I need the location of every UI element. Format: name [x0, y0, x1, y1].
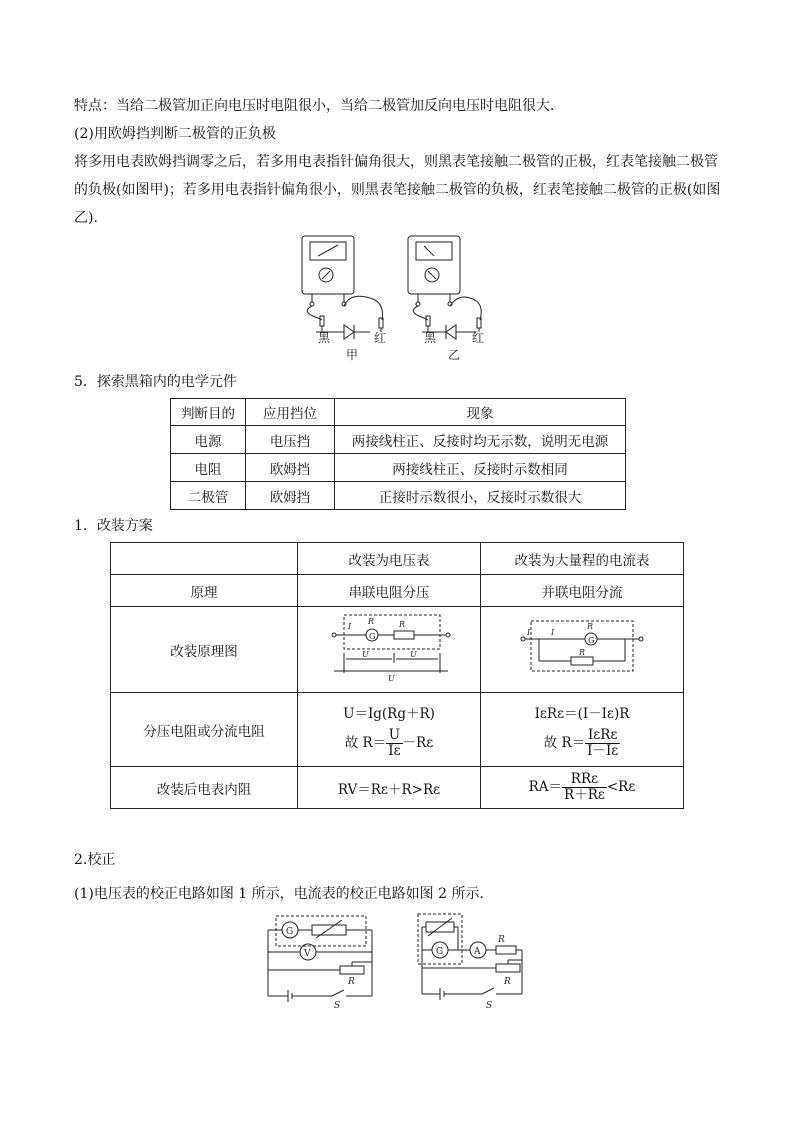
formula-v2: 故 R＝ $\frac{U}{\text{Iɛ}}$ －Rɛ — [344, 727, 434, 759]
fig1-S: S — [334, 1001, 341, 1008]
table-header-row — [171, 399, 626, 426]
voltmeter-conversion-diagram — [324, 609, 454, 687]
voltmeter-diagram-cell — [298, 607, 481, 693]
section2-title: 2.校正 — [74, 852, 116, 868]
conversion-table — [110, 542, 684, 809]
fig2-R: R — [504, 977, 511, 987]
right-black-label: 黑 — [424, 331, 437, 345]
header-cell: 判断目的 — [171, 399, 246, 426]
voltmeter-formula-cell — [298, 693, 481, 767]
fig1-R: R — [348, 977, 355, 987]
para-line-3: 乙). — [74, 210, 98, 226]
header-cell: 改装为电压表 — [298, 543, 481, 575]
header-cell: 应用挡位 — [246, 399, 335, 426]
table-cell: 欧姆挡 — [246, 482, 335, 510]
fig1-V: V — [304, 949, 311, 959]
label-U: U — [388, 673, 395, 683]
row-label: 原理 — [111, 575, 298, 607]
right-red-label: 红 — [472, 331, 485, 345]
section2-text: (1)电压表的校正电路如图 1 所示，电流表的校正电路如图 2 所示． — [74, 886, 494, 902]
table-cell: 两接线柱正、反接时示数相同 — [335, 454, 626, 482]
label-Rg: R — [587, 621, 594, 631]
table-cell: 电阻 — [171, 454, 246, 482]
ammeter-conversion-diagram — [517, 617, 647, 679]
fig2-R0: R — [498, 935, 505, 945]
fig2-S: S — [486, 1001, 493, 1008]
formula-v1: U＝Ig(Rg＋R) — [343, 706, 435, 722]
calibration-figure-1 — [260, 912, 380, 1008]
feature-text: 特点：当给二极管加正向电压时电阻很小，当给二极管加反向电压时电阻很大． — [74, 98, 564, 114]
label-R: R — [399, 619, 406, 629]
para-line-1: 将多用电表欧姆挡调零之后，若多用电表指针偏角很大，则黑表笔接触二极管的正极，红表笔接触二极管 — [74, 154, 718, 170]
left-caption: 甲 — [346, 348, 359, 362]
table-cell: 两接线柱正、反接时均无示数，说明无电源 — [335, 426, 626, 454]
row-label: 分压电阻或分流电阻 — [111, 693, 298, 767]
label-R: R — [579, 647, 586, 657]
table-row — [171, 426, 626, 454]
svg-text:G: G — [588, 635, 595, 645]
table-cell: 串联电阻分压 — [298, 575, 481, 607]
table-row — [111, 575, 684, 607]
label-I: I — [527, 627, 531, 637]
ammeter-diagram-cell — [481, 607, 684, 693]
formula-a2: 故 R＝ $\frac{\text{IɛRɛ}}{\text{I－Iɛ}}$ — [543, 727, 619, 759]
label-Ug: U — [362, 649, 369, 659]
header-cell: 现象 — [335, 399, 626, 426]
multimeter-left — [302, 236, 383, 339]
table-row — [111, 607, 684, 693]
fig2-A: A — [474, 947, 481, 957]
fig2-G: G — [436, 947, 444, 957]
label-Rg: R — [368, 616, 375, 626]
left-black-label: 黑 — [318, 331, 331, 345]
blackbox-table — [170, 398, 626, 510]
table-cell: 欧姆挡 — [246, 454, 335, 482]
table-cell: 二极管 — [171, 482, 246, 510]
row-label: 改装原理图 — [111, 607, 298, 693]
section5-title: 5．探索黑箱内的电学元件 — [74, 374, 237, 390]
para-line-2: 的负极(如图甲)；若多用电表指针偏角很小，则黑表笔接触二极管的负极，红表笔接触二极管的正极(如图 — [74, 182, 721, 198]
left-red-label: 红 — [374, 331, 387, 345]
section1-title: 1．改装方案 — [74, 518, 153, 534]
internal-a: RA＝ $\frac{\text{RRɛ}}{\text{R＋Rɛ}}$ <Rɛ — [481, 767, 684, 809]
table-row — [111, 767, 684, 809]
multimeter-right — [408, 236, 481, 339]
table-header-row — [111, 543, 684, 575]
calibration-figure-2 — [414, 910, 534, 1008]
table-cell: 正接时示数很小，反接时示数很大 — [335, 482, 626, 510]
label-UR: U — [410, 649, 417, 659]
fig1-G: G — [286, 927, 294, 937]
heading-ohm-diode: (2)用欧姆挡判断二极管的正负极 — [74, 126, 276, 142]
table-cell: 电源 — [171, 426, 246, 454]
label-Ig: I — [348, 621, 352, 631]
internal-v: RV＝Rɛ＋R>Rɛ — [298, 767, 481, 809]
table-row — [111, 693, 684, 767]
ammeter-formula-cell — [481, 693, 684, 767]
table-row — [171, 482, 626, 510]
table-cell: 电压挡 — [246, 426, 335, 454]
label-Ig: I — [551, 627, 555, 637]
header-cell-empty — [111, 543, 298, 575]
svg-text:G: G — [369, 631, 376, 641]
header-cell: 改装为大量程的电流表 — [481, 543, 684, 575]
right-caption: 乙 — [448, 348, 461, 362]
row-label: 改装后电表内阻 — [111, 767, 298, 809]
table-cell: 并联电阻分流 — [481, 575, 684, 607]
multimeter-diode-figure — [290, 232, 510, 362]
formula-a1: IɛRɛ＝(I－Iɛ)R — [534, 706, 630, 722]
table-row — [171, 454, 626, 482]
